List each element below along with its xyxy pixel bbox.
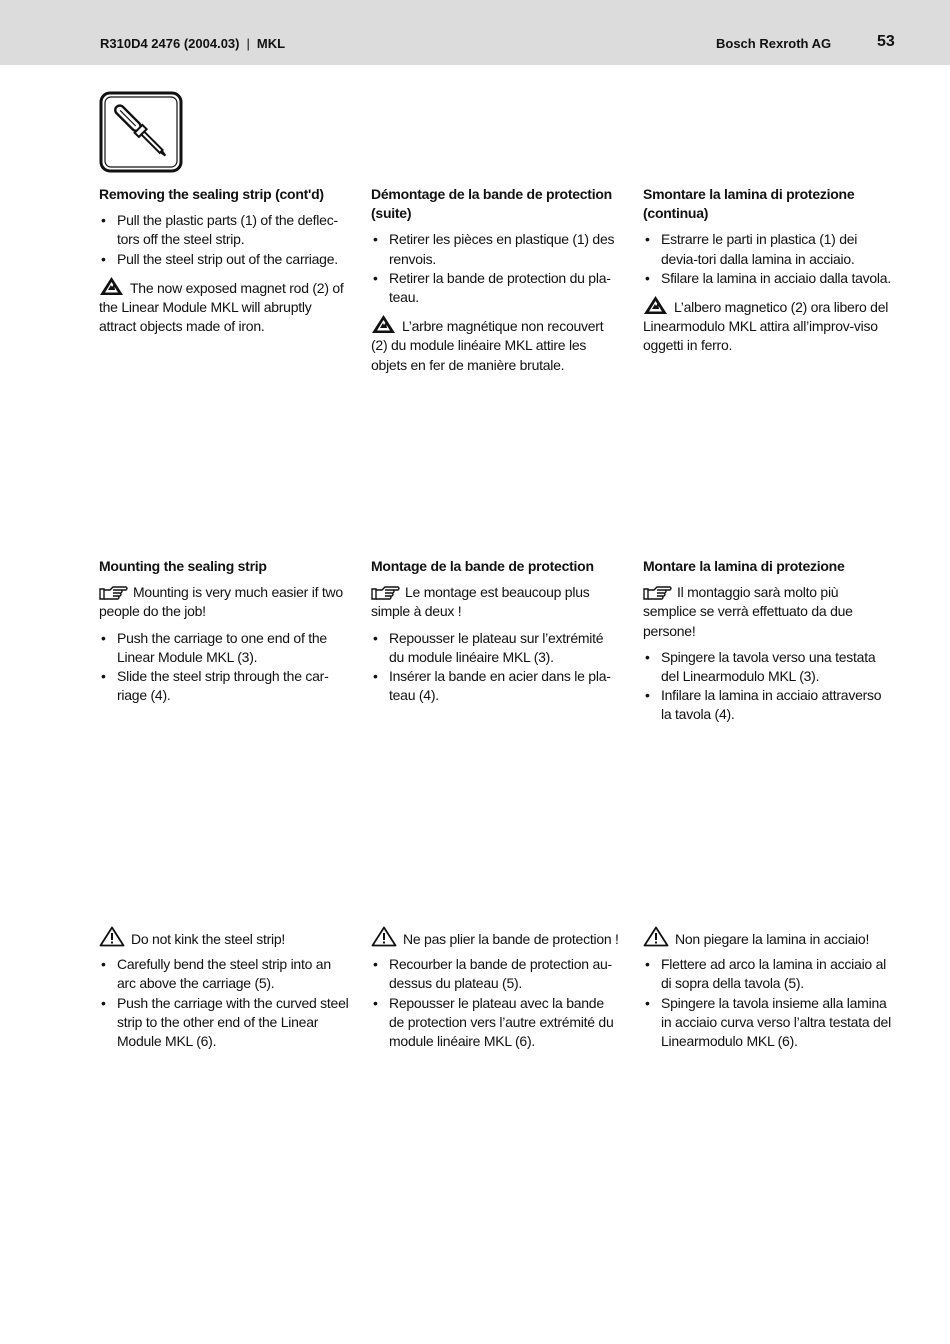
list-item: • Repousser le plateau avec la bande de protection vers l’autre extrémité du module linéaire MKL (6). (373, 994, 614, 1050)
list-item: • Spingere la tavola verso una testata del Linearmodulo MKL (3). (645, 648, 876, 685)
list-item: • Pull the plastic parts (1) of the deflec-tors off the steel strip. (101, 212, 338, 248)
list-item: • Recourber la bande de protection au-dessus du plateau (5). (373, 956, 612, 992)
bending-en (99, 926, 349, 1051)
list-item: • Push the carriage with the curved steel strip to the other end of the Linear Module MKL (6). (101, 994, 349, 1050)
list-item: • Carefully bend the steel strip into an arc above the carriage (5). (101, 956, 331, 992)
list-item: • Retirer la bande de protection du pla-teau. (373, 269, 611, 306)
mounting-it (643, 557, 893, 725)
section-title: Smontare la lamina di protezione (continua) (643, 186, 855, 222)
doc-code: R310D4 2476 (2004.03) (100, 36, 240, 51)
section-title: Removing the sealing strip (cont'd) (99, 186, 324, 202)
screwdriver-icon (99, 91, 183, 173)
bullet-list (99, 629, 349, 706)
bullet-list (643, 955, 893, 1051)
removing-it (643, 185, 893, 356)
tip-note: Il montaggio sarà molto più semplice se verrà effettuato da due persone! (643, 584, 853, 639)
page-header (0, 0, 950, 65)
header-separator: | (246, 36, 250, 51)
removing-fr (371, 185, 621, 375)
section-title: Mounting the sealing strip (99, 558, 267, 574)
magnet-warning-note: L’arbre magnétique non recouvert (2) du module linéaire MKL attire les objets en fer de manière brutale. (371, 314, 621, 375)
removing-en (99, 185, 349, 336)
pointing-hand-icon (99, 585, 129, 601)
magnet-warning-note: The now exposed magnet rod (2) of the Linear Module MKL will abruptly attract objects made of iron. (99, 276, 349, 337)
pointing-hand-icon (371, 585, 401, 601)
list-item: • Infilare la lamina in acciaio attraverso la tavola (4). (645, 687, 882, 723)
bullet-list (371, 230, 621, 307)
company-name: Bosch Rexroth AG (716, 36, 832, 51)
caution-note: Non piegare la lamina in acciaio! (643, 926, 893, 949)
list-item: • Push the carriage to one end of the Linear Module MKL (3). (101, 629, 327, 665)
magnet-warning-icon (99, 276, 124, 296)
bullet-list (99, 211, 349, 269)
list-item: • Flettere ad arco la lamina in acciaio al di sopra della tavola (5). (645, 956, 887, 992)
mounting-en (99, 557, 349, 705)
section-title: Montage de la bande de protection (371, 558, 594, 574)
list-item: • Insérer la bande en acier dans le pla-teau (4). (373, 668, 611, 704)
bullet-list (371, 955, 621, 1051)
bending-fr (371, 926, 621, 1051)
bullet-list (371, 629, 621, 706)
list-item: • Repousser le plateau sur l’extrémité du module linéaire MKL (3). (373, 629, 604, 665)
list-item: • Pull the steel strip out of the carriage. (101, 250, 338, 267)
caution-triangle-icon (371, 926, 397, 947)
bullet-list (99, 955, 349, 1051)
caution-triangle-icon (99, 926, 125, 947)
section-title: Démontage de la bande de protection (suite) (371, 186, 612, 222)
bending-it (643, 926, 893, 1051)
caution-note: Do not kink the steel strip! (99, 926, 349, 949)
doc-reference (100, 36, 285, 51)
magnet-warning-icon (371, 314, 396, 334)
magnet-warning-note: L’albero magnetico (2) ora libero del Linearmodulo MKL attira all’improv-viso oggetti in ferro. (643, 295, 893, 356)
bullet-list (643, 230, 893, 288)
product-name: MKL (256, 36, 286, 51)
list-item: • Retirer les pièces en plastique (1) des renvois. (373, 231, 615, 267)
page-number: 53 (877, 33, 895, 50)
list-item: • Slide the steel strip through the car-riage (4). (101, 668, 329, 704)
tip-note: Le montage est beaucoup plus simple à deux ! (371, 584, 590, 620)
pointing-hand-icon (643, 585, 673, 601)
list-item: • Spingere la tavola insieme alla lamina in acciaio curva verso l’altra testata del Linearmodulo MKL (6). (645, 994, 891, 1050)
caution-note: Ne pas plier la bande de protection ! (371, 926, 621, 949)
magnet-warning-icon (643, 295, 668, 315)
mounting-fr (371, 557, 621, 705)
tip-note: Mounting is very much easier if two people do the job! (99, 584, 343, 620)
list-item: • Sfilare la lamina in acciaio dalla tavola. (645, 269, 891, 286)
section-title: Montare la lamina di protezione (643, 558, 845, 574)
caution-triangle-icon (643, 926, 669, 947)
list-item: • Estrarre le parti in plastica (1) dei devia-tori dalla lamina in acciaio. (645, 231, 858, 267)
bullet-list (643, 648, 893, 725)
